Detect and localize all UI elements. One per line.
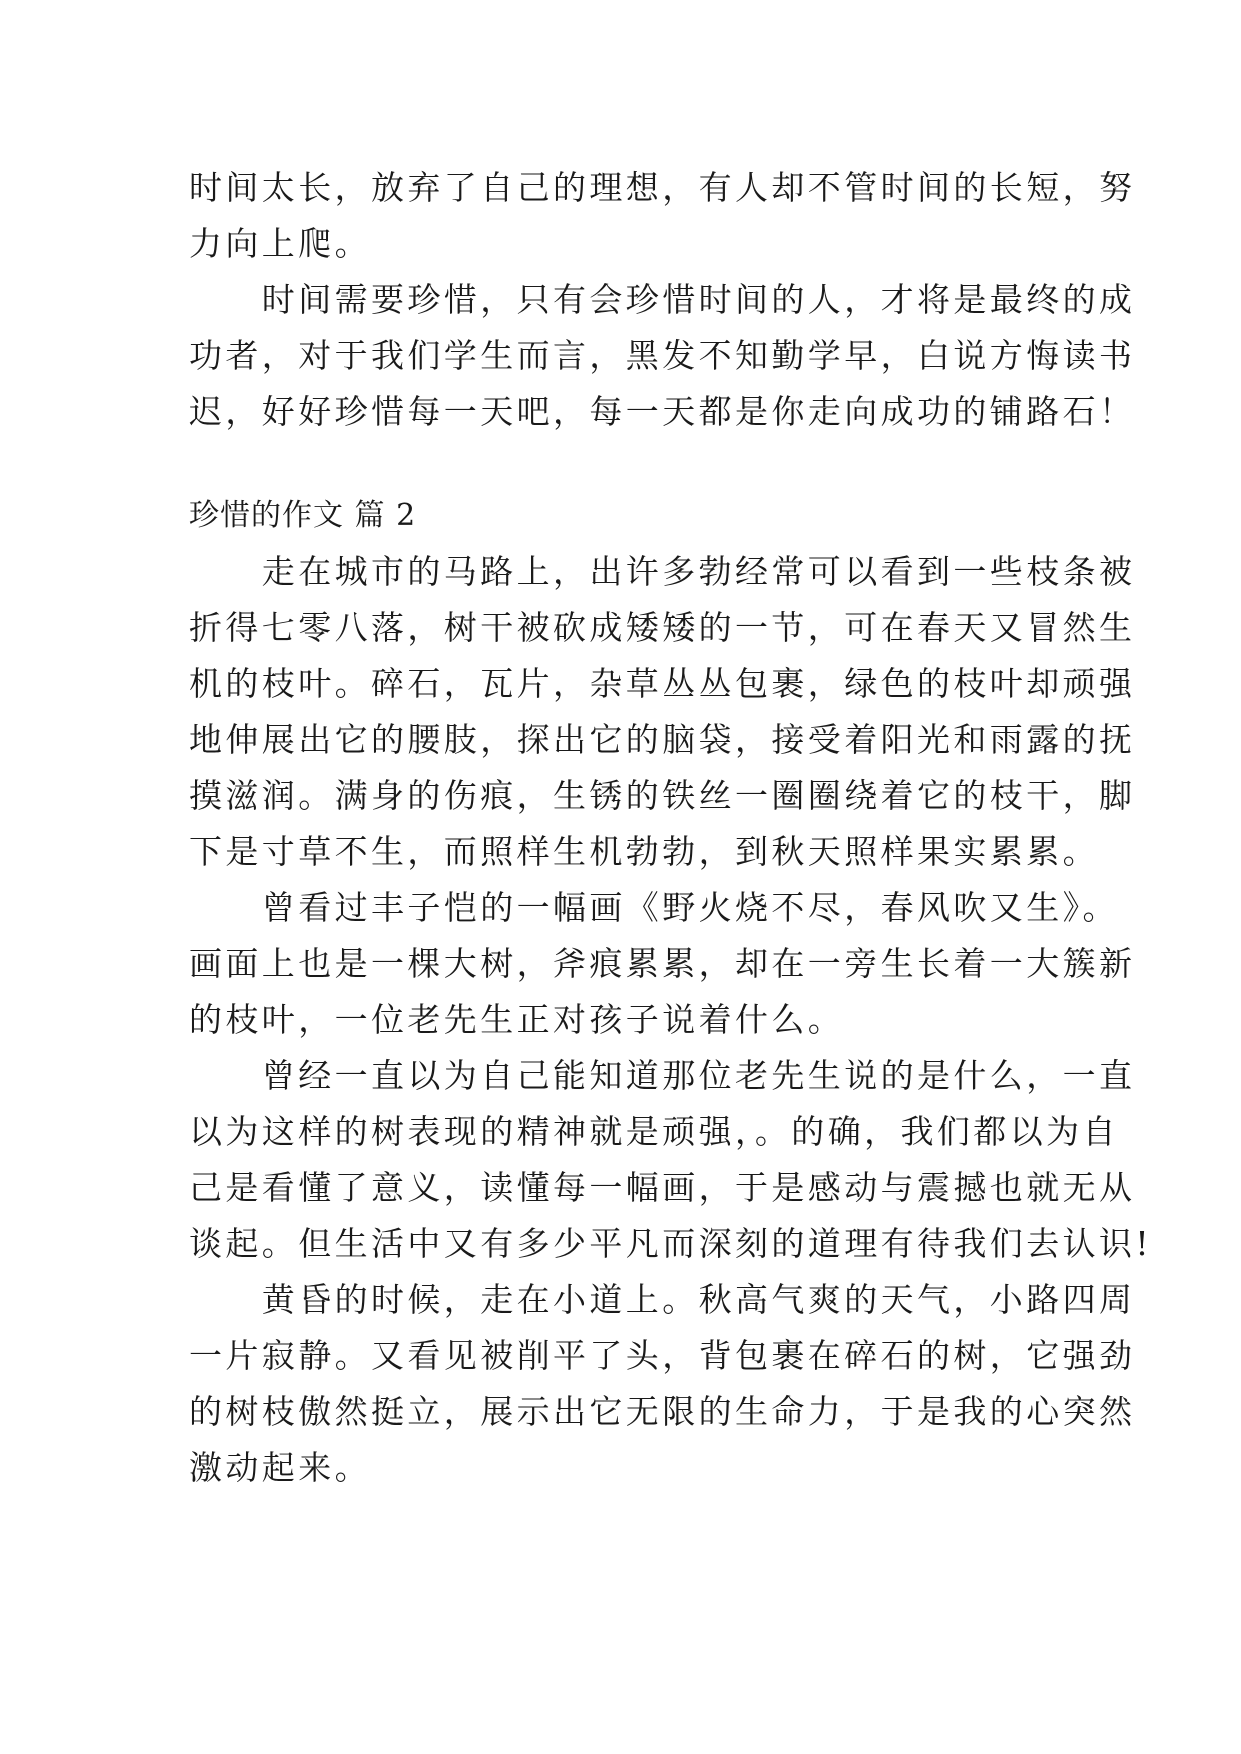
text-line: 时间太长，放弃了自己的理想，有人却不管时间的长短，努	[189, 168, 1136, 207]
section-1	[189, 160, 1136, 440]
text-line: 画面上也是一棵大树，斧痕累累，却在一旁生长着一大簇新	[189, 944, 1136, 983]
text-line: 力向上爬。	[189, 224, 371, 263]
text-line: 迟，好好珍惜每一天吧，每一天都是你走向成功的铺路石！	[189, 392, 1136, 431]
text-line: 功者，对于我们学生而言，黑发不知勤学早，白说方悔读书	[189, 336, 1136, 375]
text-line: 折得七零八落，树干被砍成矮矮的一节，可在春天又冒然生	[189, 608, 1136, 647]
text-line: 激动起来。	[189, 1448, 371, 1487]
text-line: 曾经一直以为自己能知道那位老先生说的是什么，一直	[189, 1056, 1136, 1095]
section-title: 珍惜的作文 篇 2	[189, 498, 417, 533]
text-line: 己是看懂了意义，读懂每一幅画，于是感动与震撼也就无从	[189, 1168, 1136, 1207]
text-line: 黄昏的时候，走在小道上。秋高气爽的天气，小路四周	[189, 1280, 1136, 1319]
text-line: 摸滋润。满身的伤痕，生锈的铁丝一圈圈绕着它的枝干，脚	[189, 776, 1136, 815]
text-line: 一片寂静。又看见被削平了头，背包裹在碎石的树，它强劲	[189, 1336, 1136, 1375]
text-line: 下是寸草不生，而照样生机勃勃，到秋天照样果实累累。	[189, 832, 1099, 871]
text-line: 谈起。但生活中又有多少平凡而深刻的道理有待我们去认识!	[189, 1224, 1153, 1263]
section-gap	[189, 440, 1059, 488]
text-line: 地伸展出它的腰肢，探出它的脑袋，接受着阳光和雨露的抚	[189, 720, 1136, 759]
text-line: 走在城市的马路上，出许多勃经常可以看到一些枝条被	[189, 552, 1136, 591]
section-2	[189, 488, 1153, 1496]
text-line: 以为这样的树表现的精神就是顽强，。的确，我们都以为自	[189, 1112, 1119, 1151]
text-line: 机的枝叶。碎石，瓦片，杂草丛丛包裹，绿色的枝叶却顽强	[189, 664, 1136, 703]
text-line: 曾看过丰子恺的一幅画《野火烧不尽，春风吹又生》。	[189, 888, 1119, 927]
text-line: 时间需要珍惜，只有会珍惜时间的人，才将是最终的成	[189, 280, 1136, 319]
document-page	[189, 160, 1153, 1496]
text-line: 的树枝傲然挺立，展示出它无限的生命力，于是我的心突然	[189, 1392, 1136, 1431]
text-line: 的枝叶，一位老先生正对孩子说着什么。	[189, 1000, 845, 1039]
